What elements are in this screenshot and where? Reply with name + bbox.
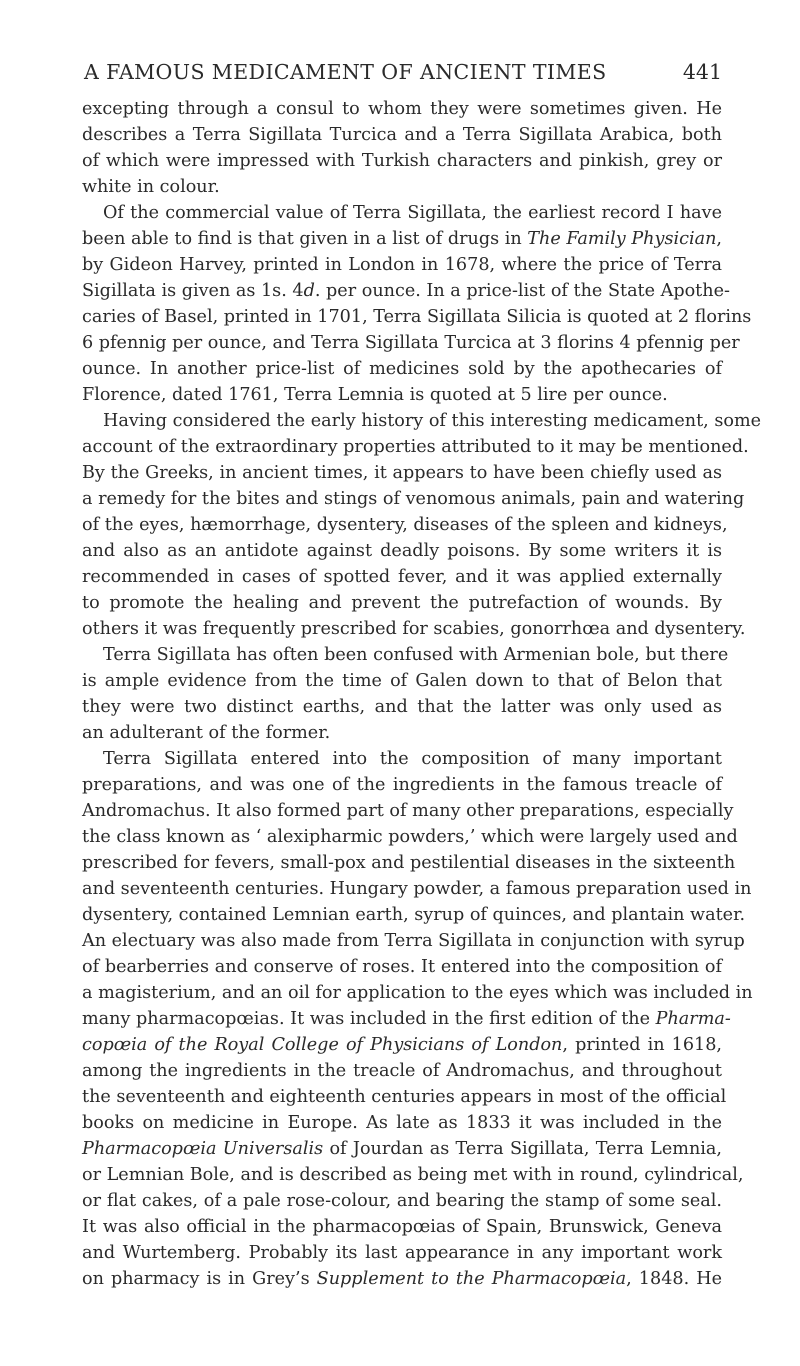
text-line: among the ingredients in the treacle of Andromachus, and throughout [82,1061,722,1081]
text-line: dysentery, contained Lemnian earth, syrup of quinces, and plantain water. [82,905,746,925]
text-line: the seventeenth and eighteenth centuries appears in most of the official [82,1087,727,1107]
text-line: or Lemnian Bole, and is described as being met with in round, cylindrical, [82,1165,744,1185]
text-line: or flat cakes, of a pale rose-colour, and bearing the stamp of some seal. [82,1191,722,1211]
book-title: Supplement to the Pharmacopœia [316,1269,627,1289]
text-line: Florence, dated 1761, Terra Lemnia is quoted at 5 lire per ounce. [82,385,668,405]
text-line: been able to find is that given in a list of drugs in The Family Physician, [82,229,723,249]
text-line: An electuary was also made from Terra Sigillata in conjunction with syrup [82,931,745,951]
text-line: a remedy for the bites and stings of venomous animals, pain and watering [82,489,745,509]
text-line: books on medicine in Europe. As late as 1833 it was included in the [82,1113,722,1133]
text-line: Having considered the early history of this interesting medicament, some [103,411,762,431]
text-line: of bearberries and conserve of roses. It entered into the composition of [82,957,722,977]
text-line: It was also official in the pharmacopœias of Spain, Brunswick, Geneva [82,1217,722,1237]
text-line: to promote the healing and prevent the putrefaction of wounds. By [82,593,722,613]
book-title: Pharmacopœia Universalis [82,1139,324,1159]
text-line: Sigillata is given as 1s. 4d. per ounce. In a price-list of the State Apothe- [82,281,730,301]
text-line: is ample evidence from the time of Galen down to that of Belon that [82,671,722,691]
running-title: A FAMOUS MEDICAMENT OF ANCIENT TIMES [84,60,607,84]
text-line: By the Greeks, in ancient times, it appears to have been chiefly used as [82,463,722,483]
text-line: a magisterium, and an oil for application to the eyes which was included in [82,983,753,1003]
text-line: of the eyes, hæmorrhage, dysentery, diseases of the spleen and kidneys, [82,515,728,535]
text-line: many pharmacopœias. It was included in the first edition of the Pharma- [82,1009,731,1029]
text-line: copœia of the Royal College of Physicians of London, printed in 1618, [82,1035,723,1055]
text-line: of which were impressed with Turkish characters and pinkish, grey or [82,151,722,171]
text-line: white in colour. [82,177,220,197]
page-number: 441 [682,60,722,84]
text-line: Andromachus. It also formed part of many other preparations, especially [82,801,734,821]
text-line: 6 pfennig per ounce, and Terra Sigillata Turcica at 3 florins 4 pfennig per [82,333,740,353]
text-line: they were two distinct earths, and that the latter was only used as [82,697,722,717]
text-line: the class known as ‘ alexipharmic powders,’ which were largely used and [82,827,738,847]
book-title: Pharma- [655,1009,731,1029]
text-line: and seventeenth centuries. Hungary powder, a famous preparation used in [82,879,752,899]
book-title: The Family Physician [527,229,717,249]
text-line: and also as an antidote against deadly poisons. By some writers it is [82,541,722,561]
text-line: Pharmacopœia Universalis of Jourdan as Terra Sigillata, Terra Lemnia, [82,1139,722,1159]
text-line: describes a Terra Sigillata Turcica and a Terra Sigillata Arabica, both [82,125,722,145]
text-line: Terra Sigillata entered into the composition of many important [103,749,722,769]
text-line: caries of Basel, printed in 1701, Terra Sigillata Silicia is quoted at 2 florins [82,307,752,327]
text-line: Of the commercial value of Terra Sigillata, the earliest record I have [103,203,722,223]
body-text [82,96,762,1292]
text-line: an adulterant of the former. [82,723,331,743]
text-line: ounce. In another price-list of medicines sold by the apothecaries of [82,359,722,379]
running-head [82,60,722,90]
text-line: preparations, and was one of the ingredients in the famous treacle of [82,775,722,795]
book-title: copœia of the Royal College of Physicians of London [82,1035,563,1055]
text-line: and Wurtemberg. Probably its last appearance in any important work [82,1243,722,1263]
text-line: Terra Sigillata has often been confused with Armenian bole, but there [103,645,729,665]
text-line: others it was frequently prescribed for scabies, gonorrhœa and dysentery. [82,619,746,639]
text-line: on pharmacy is in Grey’s Supplement to the Pharmacopœia, 1848. He [82,1269,722,1289]
text-line: prescribed for fevers, small-pox and pestilential diseases in the sixteenth [82,853,736,873]
text-line: by Gideon Harvey, printed in London in 1678, where the price of Terra [82,255,722,275]
text-line: account of the extraordinary properties attributed to it may be mentioned. [82,437,749,457]
text-line: excepting through a consul to whom they were sometimes given. He [82,99,722,119]
text-line: recommended in cases of spotted fever, and it was applied externally [82,567,722,587]
